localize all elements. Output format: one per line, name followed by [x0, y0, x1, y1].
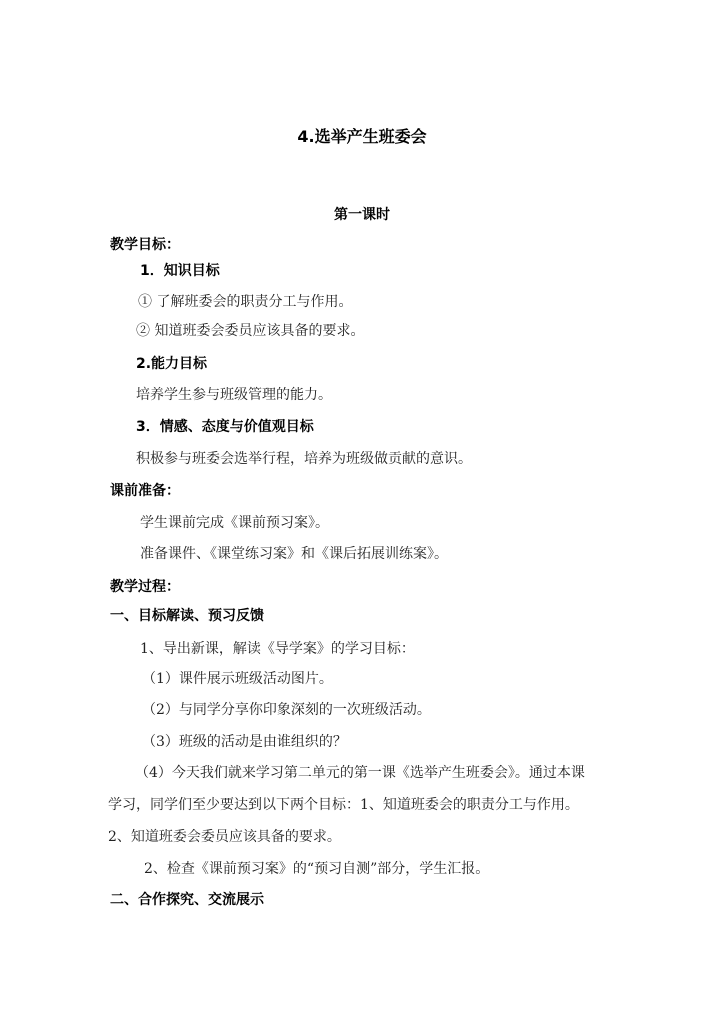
section1-heading: 一、目标解读、预习反馈 [110, 608, 264, 624]
document-title: 4.选举产生班委会 [297, 127, 427, 146]
ability-goal-heading: 2.能力目标 [136, 356, 208, 372]
section2-heading: 二、合作探究、交流展示 [110, 892, 264, 908]
process-heading: 教学过程： [110, 579, 180, 595]
lesson-subtitle: 第一课时 [334, 207, 390, 223]
teaching-goals-heading: 教学目标： [110, 237, 180, 253]
section1-item4-line3: 2、知道班委会委员应该具备的要求。 [108, 829, 341, 845]
preparation-heading: 课前准备： [110, 483, 180, 499]
attitude-goal-text: 积极参与班委会选举行程，培养为班级做贡献的意识。 [136, 451, 472, 467]
preparation-item: 准备课件、《课堂练习案》和《课后拓展训练案》。 [140, 546, 448, 562]
ability-goal-text: 培养学生参与班级管理的能力。 [136, 387, 332, 403]
knowledge-goal-item: ① 了解班委会的职责分工与作用。 [138, 294, 353, 310]
preparation-item: 学生课前完成《课前预习案》。 [140, 515, 329, 531]
section1-step2: 2、检查《课前预习案》的“预习自测”部分，学生汇报。 [144, 861, 490, 877]
section1-step1: 1、导出新课，解读《导学案》的学习目标： [140, 641, 415, 657]
knowledge-goal-item: ② 知道班委会委员应该具备的要求。 [136, 323, 365, 339]
section1-sub-item: （3）班级的活动是由谁组织的？ [142, 734, 347, 750]
section1-item4-line2: 学习，同学们至少要达到以下两个目标：1、知道班委会的职责分工与作用。 [108, 797, 579, 813]
section1-sub-item: （2）与同学分享你印象深刻的一次班级活动。 [142, 702, 431, 718]
knowledge-goal-heading: 1．知识目标 [140, 263, 220, 279]
section1-sub-item: （1）课件展示班级活动图片。 [142, 671, 333, 687]
attitude-goal-heading: 3．情感、态度与价值观目标 [136, 419, 314, 435]
section1-item4-line1: （4）今天我们就来学习第二单元的第一课《选举产生班委会》。通过本课 [135, 765, 585, 781]
